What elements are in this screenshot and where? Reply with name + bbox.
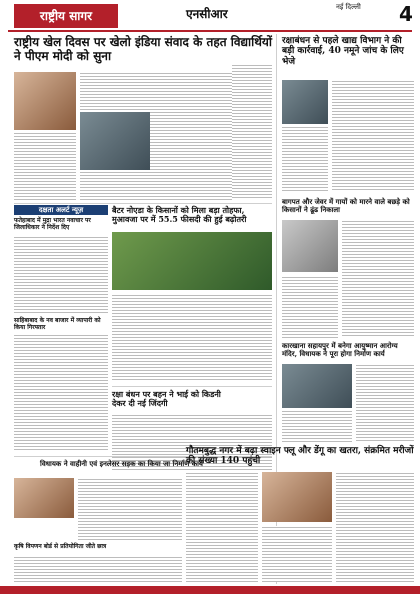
right-mid-headline: बागपत और जेवर में गायों को मारने वाले बछड़े को किसानों ने ढूंढ निकाला	[282, 197, 410, 215]
page-number: 4	[399, 2, 413, 26]
gautam-headline: गौतमबुद्ध नगर में बढ़ा स्वाइन फ्लू और डेंगू का खतरा, संक्रमित मरीजों की संख्या 140 पहुंची	[186, 446, 414, 467]
masthead-rule	[8, 30, 412, 32]
cow-photo	[282, 220, 338, 272]
karkhana-headline: कारखाना सहायपुर में बनेगा आयुष्मान आरोग्य मंदिर, विधायक ने पूरा होगा निर्माण कार्य	[282, 341, 398, 359]
lead-photo	[14, 72, 76, 130]
farmers-photo	[112, 232, 272, 290]
lead-headline: राष्ट्रीय खेल दिवस पर खेलो इंडिया संवाद के तहत विद्यार्थियों ने पीएम मोदी को सुना	[14, 35, 273, 63]
left-sub-headline-2: साहिबाबाद के नव बाजार में व्यापारी को किया गिरफ्तार	[14, 317, 101, 331]
middle-column-text	[232, 64, 272, 200]
newspaper-logo: राष्ट्रीय सागर	[14, 4, 118, 28]
left-bottom-headline: कृषि विपणन बोर्ड से प्रतियोगिता जीते छात्र	[14, 543, 107, 550]
left-section-strip: दक्षता अलर्ट न्यूज़	[14, 205, 108, 215]
ayushman-photo	[282, 364, 352, 408]
dengue-photo	[262, 472, 332, 522]
mid-headline: बैटर नोएडा के किसानों को मिला बड़ा तोहफा, मुआवजा पर में 55.5 फीसदी की हुई बढ़ोतरी	[112, 205, 247, 225]
edition-city: नई दिल्ली	[336, 3, 361, 11]
lead-photo-2	[80, 112, 150, 170]
food-dept-photo	[282, 80, 328, 124]
left-sub-headline: फतेहाबाद में मुद्रा भारत नवाचार पर जिलाधिकार ने निर्देश दिए	[14, 217, 91, 231]
right-top-body	[332, 80, 414, 192]
footer-bar	[0, 586, 420, 594]
lead-body-text-left	[14, 132, 76, 200]
section-title: एनसीआर	[186, 7, 228, 21]
rakhi-headline: रक्षा बंधन पर बहन ने भाई को किडनी देकर दी नई जिंदगी	[112, 389, 221, 409]
vidhayak-headline: विधायक ने वाहीनी एवं इनलेसर सड़क का किया जा निर्माण कार्य	[40, 459, 203, 468]
right-top-headline: रक्षाबंधन से पहले खाद्य विभाग ने की बड़ी कार्रवाई, 40 नमूने जांच के लिए भेजे	[282, 36, 404, 67]
road-photo	[14, 478, 74, 518]
